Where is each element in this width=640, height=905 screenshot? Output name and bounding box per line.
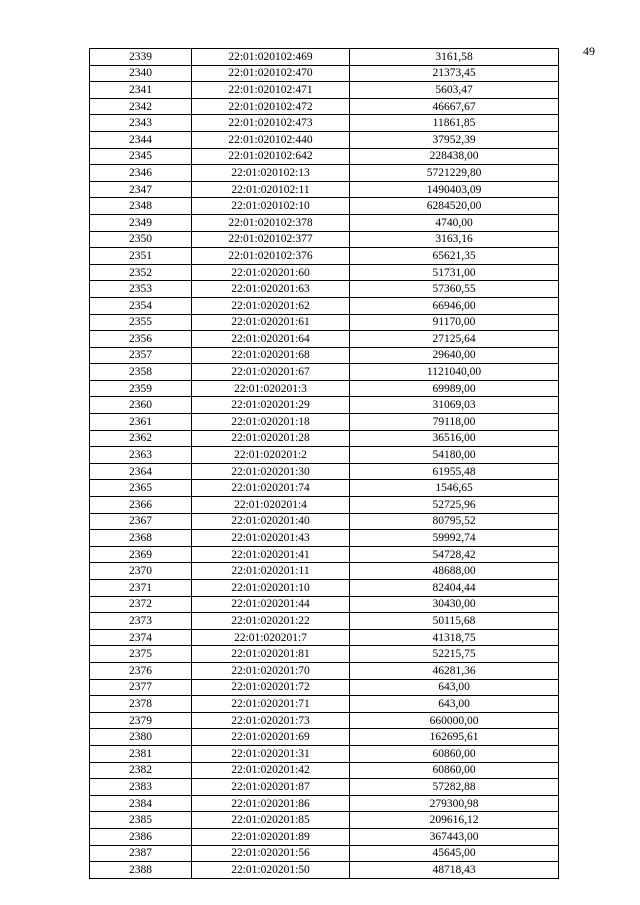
table-row — [90, 115, 559, 132]
row-number-cell: 2357 — [90, 347, 192, 364]
value-cell: 3163,16 — [350, 231, 559, 248]
cadastral-number-cell: 22:01:020102:11 — [192, 181, 350, 198]
row-number-cell: 2368 — [90, 530, 192, 547]
table-row — [90, 447, 559, 464]
row-number-cell: 2358 — [90, 364, 192, 381]
value-cell: 80795,52 — [350, 513, 559, 530]
row-number-cell: 2370 — [90, 563, 192, 580]
value-cell: 65621,35 — [350, 248, 559, 265]
row-number-cell: 2340 — [90, 65, 192, 82]
table-row — [90, 729, 559, 746]
table-row — [90, 364, 559, 381]
row-number-cell: 2373 — [90, 613, 192, 630]
row-number-cell: 2376 — [90, 662, 192, 679]
value-cell: 57282,88 — [350, 779, 559, 796]
cadastral-table-container — [89, 48, 558, 879]
cadastral-number-cell: 22:01:020102:471 — [192, 82, 350, 99]
cadastral-table — [89, 48, 559, 879]
row-number-cell: 2339 — [90, 49, 192, 66]
row-number-cell: 2356 — [90, 331, 192, 348]
value-cell: 11861,85 — [350, 115, 559, 132]
cadastral-number-cell: 22:01:020201:71 — [192, 696, 350, 713]
table-row — [90, 596, 559, 613]
row-number-cell: 2349 — [90, 214, 192, 231]
value-cell: 52215,75 — [350, 646, 559, 663]
table-row — [90, 745, 559, 762]
cadastral-number-cell: 22:01:020201:3 — [192, 380, 350, 397]
row-number-cell: 2361 — [90, 414, 192, 431]
row-number-cell: 2386 — [90, 828, 192, 845]
row-number-cell: 2365 — [90, 480, 192, 497]
value-cell: 1490403,09 — [350, 181, 559, 198]
row-number-cell: 2367 — [90, 513, 192, 530]
cadastral-number-cell: 22:01:020201:41 — [192, 546, 350, 563]
table-row — [90, 828, 559, 845]
value-cell: 69989,00 — [350, 380, 559, 397]
table-row — [90, 148, 559, 165]
table-row — [90, 98, 559, 115]
table-row — [90, 795, 559, 812]
row-number-cell: 2382 — [90, 762, 192, 779]
table-row — [90, 762, 559, 779]
cadastral-number-cell: 22:01:020102:378 — [192, 214, 350, 231]
cadastral-number-cell: 22:01:020201:2 — [192, 447, 350, 464]
value-cell: 36516,00 — [350, 430, 559, 447]
cadastral-number-cell: 22:01:020201:70 — [192, 662, 350, 679]
row-number-cell: 2363 — [90, 447, 192, 464]
table-row — [90, 513, 559, 530]
value-cell: 48688,00 — [350, 563, 559, 580]
row-number-cell: 2366 — [90, 497, 192, 514]
table-row — [90, 297, 559, 314]
table-row — [90, 862, 559, 879]
row-number-cell: 2360 — [90, 397, 192, 414]
table-row — [90, 231, 559, 248]
cadastral-number-cell: 22:01:020201:50 — [192, 862, 350, 879]
row-number-cell: 2354 — [90, 297, 192, 314]
table-row — [90, 414, 559, 431]
row-number-cell: 2371 — [90, 580, 192, 597]
cadastral-number-cell: 22:01:020201:42 — [192, 762, 350, 779]
value-cell: 31069,03 — [350, 397, 559, 414]
table-row — [90, 530, 559, 547]
cadastral-number-cell: 22:01:020102:440 — [192, 131, 350, 148]
value-cell: 660000,00 — [350, 712, 559, 729]
value-cell: 1121040,00 — [350, 364, 559, 381]
table-row — [90, 198, 559, 215]
cadastral-number-cell: 22:01:020201:87 — [192, 779, 350, 796]
row-number-cell: 2341 — [90, 82, 192, 99]
cadastral-number-cell: 22:01:020201:68 — [192, 347, 350, 364]
cadastral-number-cell: 22:01:020102:472 — [192, 98, 350, 115]
table-row — [90, 613, 559, 630]
value-cell: 37952,39 — [350, 131, 559, 148]
cadastral-number-cell: 22:01:020201:85 — [192, 812, 350, 829]
value-cell: 643,00 — [350, 679, 559, 696]
cadastral-number-cell: 22:01:020201:67 — [192, 364, 350, 381]
cadastral-number-cell: 22:01:020201:11 — [192, 563, 350, 580]
value-cell: 45645,00 — [350, 845, 559, 862]
row-number-cell: 2355 — [90, 314, 192, 331]
row-number-cell: 2347 — [90, 181, 192, 198]
cadastral-number-cell: 22:01:020201:74 — [192, 480, 350, 497]
table-row — [90, 696, 559, 713]
row-number-cell: 2351 — [90, 248, 192, 265]
row-number-cell: 2343 — [90, 115, 192, 132]
cadastral-number-cell: 22:01:020201:64 — [192, 331, 350, 348]
table-body — [90, 49, 559, 879]
row-number-cell: 2375 — [90, 646, 192, 663]
value-cell: 41318,75 — [350, 629, 559, 646]
cadastral-number-cell: 22:01:020201:73 — [192, 712, 350, 729]
table-row — [90, 629, 559, 646]
value-cell: 52725,96 — [350, 497, 559, 514]
cadastral-number-cell: 22:01:020201:61 — [192, 314, 350, 331]
value-cell: 162695,61 — [350, 729, 559, 746]
value-cell: 5721229,80 — [350, 165, 559, 182]
cadastral-number-cell: 22:01:020102:473 — [192, 115, 350, 132]
row-number-cell: 2359 — [90, 380, 192, 397]
table-row — [90, 347, 559, 364]
table-row — [90, 131, 559, 148]
row-number-cell: 2378 — [90, 696, 192, 713]
value-cell: 79118,00 — [350, 414, 559, 431]
row-number-cell: 2346 — [90, 165, 192, 182]
value-cell: 21373,45 — [350, 65, 559, 82]
value-cell: 91170,00 — [350, 314, 559, 331]
cadastral-number-cell: 22:01:020102:13 — [192, 165, 350, 182]
value-cell: 30430,00 — [350, 596, 559, 613]
row-number-cell: 2342 — [90, 98, 192, 115]
value-cell: 3161,58 — [350, 49, 559, 66]
cadastral-number-cell: 22:01:020201:22 — [192, 613, 350, 630]
row-number-cell: 2353 — [90, 281, 192, 298]
table-row — [90, 397, 559, 414]
row-number-cell: 2379 — [90, 712, 192, 729]
cadastral-number-cell: 22:01:020201:86 — [192, 795, 350, 812]
cadastral-number-cell: 22:01:020201:40 — [192, 513, 350, 530]
cadastral-number-cell: 22:01:020201:29 — [192, 397, 350, 414]
row-number-cell: 2345 — [90, 148, 192, 165]
value-cell: 643,00 — [350, 696, 559, 713]
table-row — [90, 563, 559, 580]
page-number: 49 — [583, 44, 595, 58]
table-row — [90, 214, 559, 231]
value-cell: 60860,00 — [350, 762, 559, 779]
value-cell: 367443,00 — [350, 828, 559, 845]
table-row — [90, 82, 559, 99]
row-number-cell: 2352 — [90, 264, 192, 281]
cadastral-number-cell: 22:01:020201:30 — [192, 463, 350, 480]
value-cell: 50115,68 — [350, 613, 559, 630]
row-number-cell: 2374 — [90, 629, 192, 646]
cadastral-number-cell: 22:01:020201:63 — [192, 281, 350, 298]
table-row — [90, 779, 559, 796]
row-number-cell: 2383 — [90, 779, 192, 796]
cadastral-number-cell: 22:01:020102:10 — [192, 198, 350, 215]
row-number-cell: 2380 — [90, 729, 192, 746]
cadastral-number-cell: 22:01:020201:7 — [192, 629, 350, 646]
value-cell: 51731,00 — [350, 264, 559, 281]
value-cell: 27125,64 — [350, 331, 559, 348]
row-number-cell: 2364 — [90, 463, 192, 480]
table-row — [90, 264, 559, 281]
value-cell: 209616,12 — [350, 812, 559, 829]
table-row — [90, 845, 559, 862]
table-row — [90, 497, 559, 514]
table-row — [90, 49, 559, 66]
row-number-cell: 2377 — [90, 679, 192, 696]
table-row — [90, 430, 559, 447]
table-row — [90, 646, 559, 663]
table-row — [90, 181, 559, 198]
value-cell: 228438,00 — [350, 148, 559, 165]
cadastral-number-cell: 22:01:020201:43 — [192, 530, 350, 547]
row-number-cell: 2384 — [90, 795, 192, 812]
table-row — [90, 65, 559, 82]
value-cell: 61955,48 — [350, 463, 559, 480]
value-cell: 82404,44 — [350, 580, 559, 597]
row-number-cell: 2381 — [90, 745, 192, 762]
row-number-cell: 2362 — [90, 430, 192, 447]
cadastral-number-cell: 22:01:020201:69 — [192, 729, 350, 746]
table-row — [90, 331, 559, 348]
table-row — [90, 480, 559, 497]
cadastral-number-cell: 22:01:020201:72 — [192, 679, 350, 696]
cadastral-number-cell: 22:01:020102:470 — [192, 65, 350, 82]
table-row — [90, 248, 559, 265]
row-number-cell: 2388 — [90, 862, 192, 879]
value-cell: 279300,98 — [350, 795, 559, 812]
row-number-cell: 2372 — [90, 596, 192, 613]
value-cell: 59992,74 — [350, 530, 559, 547]
table-row — [90, 463, 559, 480]
cadastral-number-cell: 22:01:020201:4 — [192, 497, 350, 514]
cadastral-number-cell: 22:01:020102:377 — [192, 231, 350, 248]
table-row — [90, 281, 559, 298]
table-row — [90, 314, 559, 331]
value-cell: 1546,65 — [350, 480, 559, 497]
row-number-cell: 2385 — [90, 812, 192, 829]
table-row — [90, 546, 559, 563]
cadastral-number-cell: 22:01:020201:56 — [192, 845, 350, 862]
cadastral-number-cell: 22:01:020201:28 — [192, 430, 350, 447]
table-row — [90, 812, 559, 829]
value-cell: 66946,00 — [350, 297, 559, 314]
table-row — [90, 662, 559, 679]
row-number-cell: 2369 — [90, 546, 192, 563]
row-number-cell: 2348 — [90, 198, 192, 215]
table-row — [90, 380, 559, 397]
cadastral-number-cell: 22:01:020201:10 — [192, 580, 350, 597]
value-cell: 48718,43 — [350, 862, 559, 879]
cadastral-number-cell: 22:01:020201:62 — [192, 297, 350, 314]
value-cell: 4740,00 — [350, 214, 559, 231]
cadastral-number-cell: 22:01:020201:31 — [192, 745, 350, 762]
cadastral-number-cell: 22:01:020201:44 — [192, 596, 350, 613]
value-cell: 46281,36 — [350, 662, 559, 679]
value-cell: 57360,55 — [350, 281, 559, 298]
row-number-cell: 2387 — [90, 845, 192, 862]
table-row — [90, 712, 559, 729]
value-cell: 46667,67 — [350, 98, 559, 115]
value-cell: 29640,00 — [350, 347, 559, 364]
table-row — [90, 165, 559, 182]
table-row — [90, 679, 559, 696]
value-cell: 54180,00 — [350, 447, 559, 464]
cadastral-number-cell: 22:01:020201:89 — [192, 828, 350, 845]
value-cell: 54728,42 — [350, 546, 559, 563]
cadastral-number-cell: 22:01:020201:81 — [192, 646, 350, 663]
row-number-cell: 2344 — [90, 131, 192, 148]
value-cell: 60860,00 — [350, 745, 559, 762]
cadastral-number-cell: 22:01:020102:642 — [192, 148, 350, 165]
table-row — [90, 580, 559, 597]
cadastral-number-cell: 22:01:020102:376 — [192, 248, 350, 265]
cadastral-number-cell: 22:01:020201:18 — [192, 414, 350, 431]
value-cell: 6284520,00 — [350, 198, 559, 215]
value-cell: 5603,47 — [350, 82, 559, 99]
row-number-cell: 2350 — [90, 231, 192, 248]
cadastral-number-cell: 22:01:020102:469 — [192, 49, 350, 66]
cadastral-number-cell: 22:01:020201:60 — [192, 264, 350, 281]
